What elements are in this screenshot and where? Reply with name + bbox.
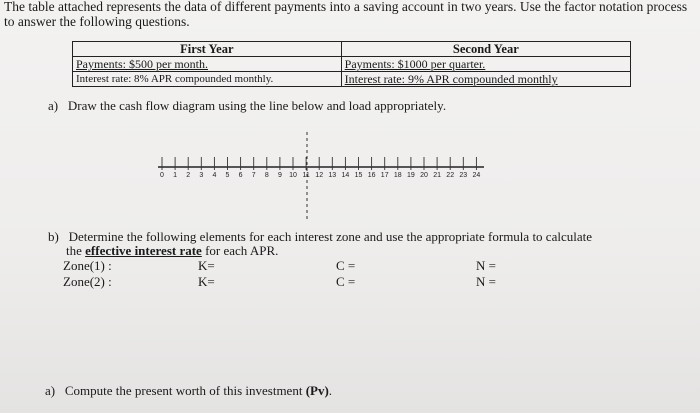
timeline-tick-label: 17 [380, 172, 389, 179]
table-header-row [73, 42, 631, 57]
table-row [73, 57, 631, 72]
cell-interest-year2: Interest rate: 9% APR compounded monthly [341, 72, 630, 87]
question-c-marker: a) [45, 383, 56, 398]
timeline-tick-label: 12 [315, 172, 324, 179]
zone2-label: Zone(2) : [63, 274, 112, 289]
timeline-tick-label: 10 [289, 172, 297, 179]
timeline-tick-label: 21 [433, 172, 441, 179]
cell-interest-year1: Interest rate: 8% APR compounded monthly. [73, 72, 342, 87]
timeline-tick-label: 6 [238, 172, 243, 179]
zone2-n: N = [476, 274, 496, 289]
question-a [48, 98, 446, 114]
timeline-tick-label: 16 [367, 172, 376, 179]
table-row [73, 72, 631, 87]
timeline-tick-label: 13 [328, 172, 337, 179]
question-b-line1: Determine the following elements for each interest zone and use the appropriate formula to calculate [68, 229, 592, 244]
question-b-marker: b) [48, 229, 59, 244]
timeline-tick-label: 15 [354, 172, 363, 179]
timeline-tick-label: 9 [277, 172, 282, 179]
zone1-k: K= [198, 258, 215, 273]
timeline-tick-label: 18 [393, 172, 402, 179]
timeline-tick-label: 24 [472, 172, 481, 179]
zone1-c: C = [336, 258, 356, 273]
zone1-n: N = [476, 258, 496, 273]
timeline-tick-label: 14 [341, 172, 350, 179]
intro-text: The table attached represents the data of different payments into a saving account in two years. Use the factor notation process to answer the following questions. [4, 0, 688, 29]
question-b-line2: the effective interest rate for each APR. [66, 243, 279, 258]
zone2-k: K= [198, 274, 215, 289]
zone1-label: Zone(1) : [63, 258, 112, 273]
timeline-tick-label: 8 [264, 172, 269, 179]
cell-payments-year2: Payments: $1000 per quarter. [341, 57, 630, 72]
cash-flow-timeline [150, 130, 490, 220]
payments-table [72, 41, 631, 87]
question-c-text: Compute the present worth of this investment [64, 383, 306, 398]
timeline-tick-label: 5 [225, 172, 230, 179]
header-second-year: Second Year [341, 42, 630, 57]
timeline-tick-label: 0 [160, 172, 164, 179]
cell-payments-year1: Payments: $500 per month. [73, 57, 342, 72]
header-first-year: First Year [73, 42, 342, 57]
timeline-svg [150, 130, 490, 220]
timeline-tick-label: 1 [173, 172, 178, 179]
timeline-tick-label: 19 [407, 172, 415, 179]
timeline-tick-label: 22 [446, 172, 455, 179]
timeline-tick-label: 4 [212, 172, 217, 179]
timeline-tick-label: 11 [302, 172, 310, 179]
question-a-text: Draw the cash flow diagram using the line below and load appropriately. [67, 98, 447, 113]
question-c-emph: (Pv) [305, 383, 329, 398]
timeline-tick-label: 23 [459, 172, 468, 179]
timeline-tick-label: 20 [420, 172, 428, 179]
timeline-tick-label: 2 [186, 172, 191, 179]
timeline-tick-label: 7 [251, 172, 256, 179]
effective-interest-rate-term: effective interest rate [85, 243, 202, 258]
question-c: a) Compute the present worth of this investment (Pv). [45, 383, 333, 398]
zone2-c: C = [336, 274, 356, 289]
timeline-tick-label: 3 [199, 172, 204, 179]
question-a-marker: a) [48, 98, 59, 113]
